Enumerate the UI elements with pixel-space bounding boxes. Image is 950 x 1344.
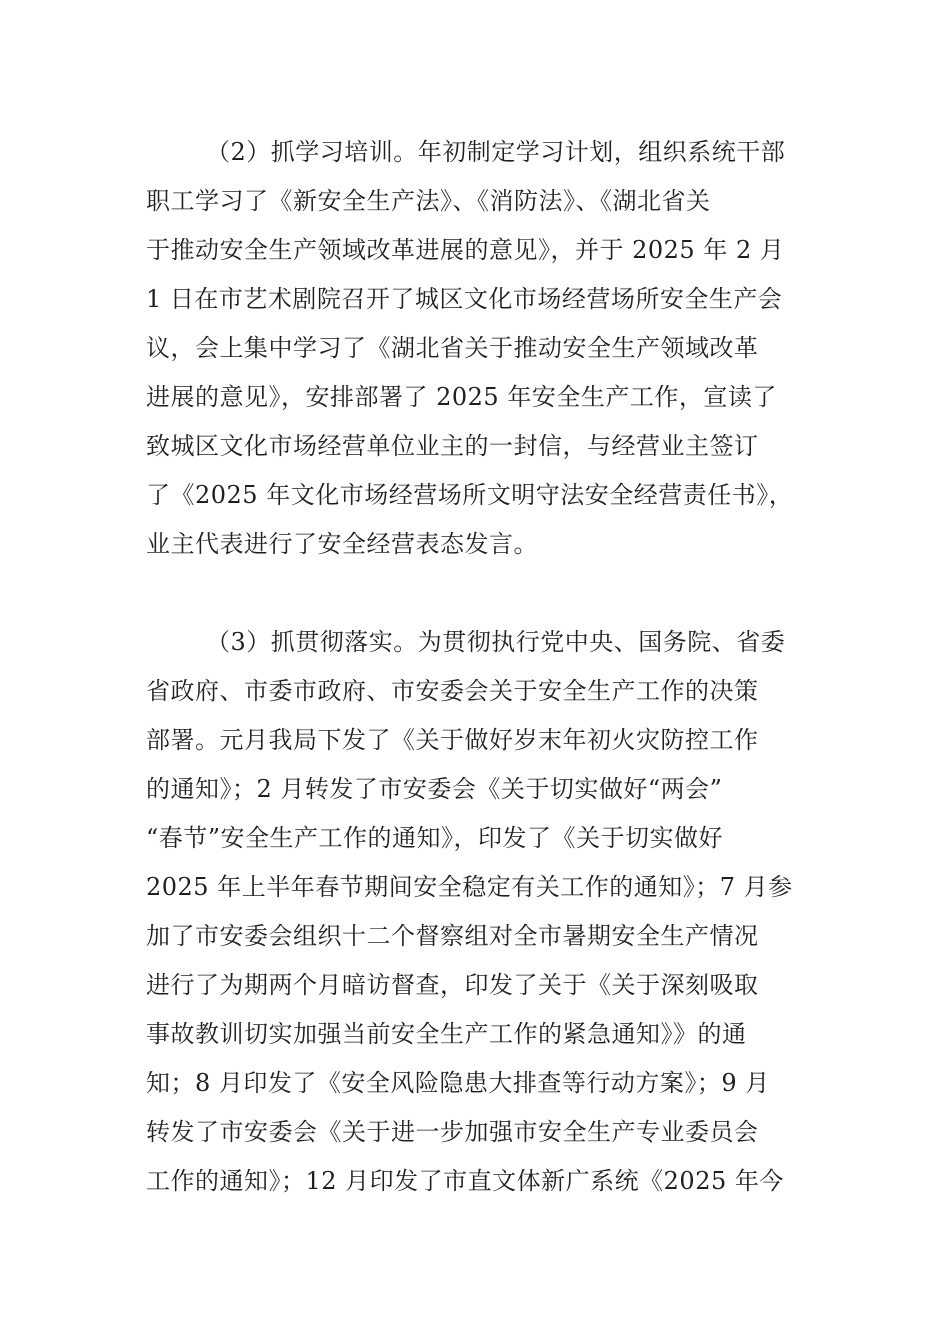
- text-line: 业主代表进行了安全经营表态发言。: [146, 530, 538, 558]
- document-body: [146, 128, 816, 1206]
- text-line: 于推动安全生产领域改革进展的意见》，并于 2025 年 2 月: [146, 236, 785, 264]
- text-line: 进行了为期两个月暗访督查，印发了关于《关于深刻吸取: [146, 971, 759, 999]
- text-line: 工作的通知》；12 月印发了市直文体新广系统《2025 年今: [146, 1167, 784, 1195]
- text-line: 知；8 月印发了《安全风险隐患大排查等行动方案》；9 月: [146, 1069, 770, 1097]
- text-line: 2025 年上半年春节期间安全稳定有关工作的通知》；7 月参: [146, 873, 793, 901]
- text-line: 加了市安委会组织十二个督察组对全市暑期安全生产情况: [146, 922, 759, 950]
- paragraph-study-training: [146, 128, 816, 569]
- paragraph-implementation: [146, 618, 816, 1206]
- text-line: （3）抓贯彻落实。为贯彻执行党中央、国务院、省委: [206, 628, 786, 656]
- text-line: 部署。元月我局下发了《关于做好岁末年初火灾防控工作: [146, 726, 759, 754]
- text-line: 议，会上集中学习了《湖北省关于推动安全生产领域改革: [146, 334, 759, 362]
- text-line: （2）抓学习培训。年初制定学习计划，组织系统干部: [206, 138, 786, 166]
- text-line: 省政府、市委市政府、市安委会关于安全生产工作的决策: [146, 677, 759, 705]
- text-line: 1 日在市艺术剧院召开了城区文化市场经营场所安全生产会: [146, 285, 783, 313]
- text-line: 进展的意见》，安排部署了 2025 年安全生产工作，宣读了: [146, 383, 777, 411]
- text-line: 致城区文化市场经营单位业主的一封信，与经营业主签订: [146, 432, 759, 460]
- text-line: 的通知》；2 月转发了市安委会《关于切实做好“两会”: [146, 775, 723, 803]
- text-line: 了《2025 年文化市场经营场所文明守法安全经营责任书》，: [146, 481, 794, 509]
- text-line: 事故教训切实加强当前安全生产工作的紧急通知》》的通: [146, 1020, 747, 1048]
- text-line: 职工学习了《新安全生产法》、《消防法》、《湖北省关: [146, 187, 711, 215]
- paragraph-spacer: [146, 569, 816, 618]
- text-line: “春节”安全生产工作的通知》，印发了《关于切实做好: [146, 824, 724, 852]
- text-line: 转发了市安委会《关于进一步加强市安全生产专业委员会: [146, 1118, 759, 1146]
